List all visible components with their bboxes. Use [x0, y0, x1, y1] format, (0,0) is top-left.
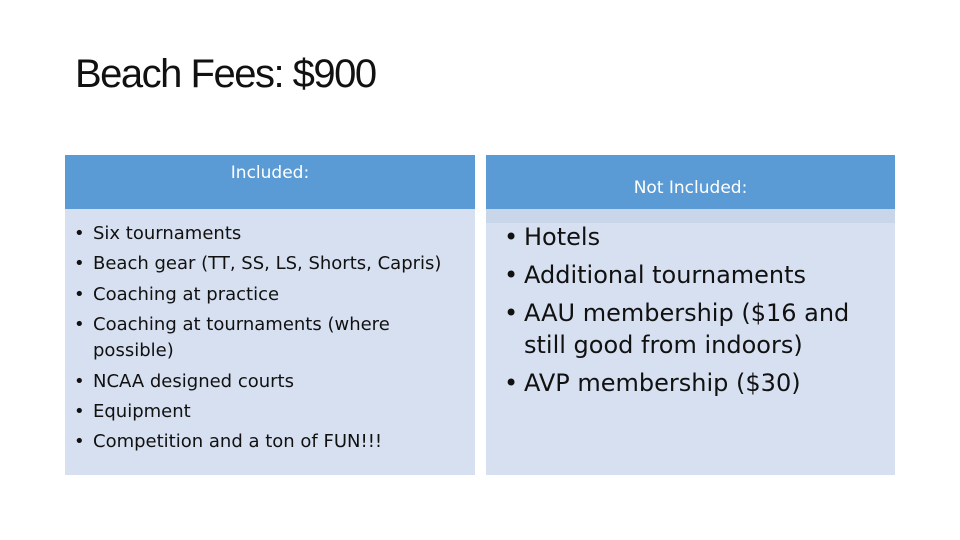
bullet-icon: •: [74, 431, 85, 453]
bullet-icon: •: [504, 369, 519, 397]
list-item: • Additional tournaments: [504, 257, 894, 293]
not-included-header-label: Not Included:: [633, 178, 748, 198]
bullet-icon: •: [74, 223, 85, 244]
list-item: • Equipment: [65, 397, 465, 427]
list-item: • Beach gear (TT, SS, LS, Shorts, Capris): [65, 249, 465, 279]
not-included-panel: [486, 155, 895, 475]
included-panel: [65, 155, 475, 475]
included-header: [65, 155, 475, 209]
list-item: • Competition and a ton of FUN!!!: [65, 427, 465, 457]
bullet-icon: •: [74, 253, 85, 275]
included-header-label: Included:: [230, 163, 310, 183]
bullet-icon: •: [504, 299, 519, 327]
bullet-icon: •: [74, 314, 85, 336]
list-item: • Coaching at practice: [65, 280, 465, 310]
included-list: [65, 219, 465, 458]
bullet-icon: •: [504, 223, 519, 251]
not-included-header: [486, 155, 895, 209]
bullet-icon: •: [74, 283, 85, 305]
list-item: • AVP membership ($30): [504, 365, 894, 401]
bullet-icon: •: [504, 261, 519, 289]
not-included-list: [504, 219, 894, 403]
list-item: • NCAA designed courts: [65, 367, 465, 397]
list-item: • AAU membership ($16 and still good from indoors): [504, 295, 894, 363]
slide-title: Beach Fees: $900: [75, 52, 376, 96]
list-item: • Coaching at tournaments (where possible): [65, 310, 465, 366]
bullet-icon: •: [74, 401, 85, 423]
bullet-icon: •: [74, 370, 85, 392]
list-item: • Six tournaments: [65, 219, 465, 249]
list-item: • Hotels: [504, 219, 894, 255]
